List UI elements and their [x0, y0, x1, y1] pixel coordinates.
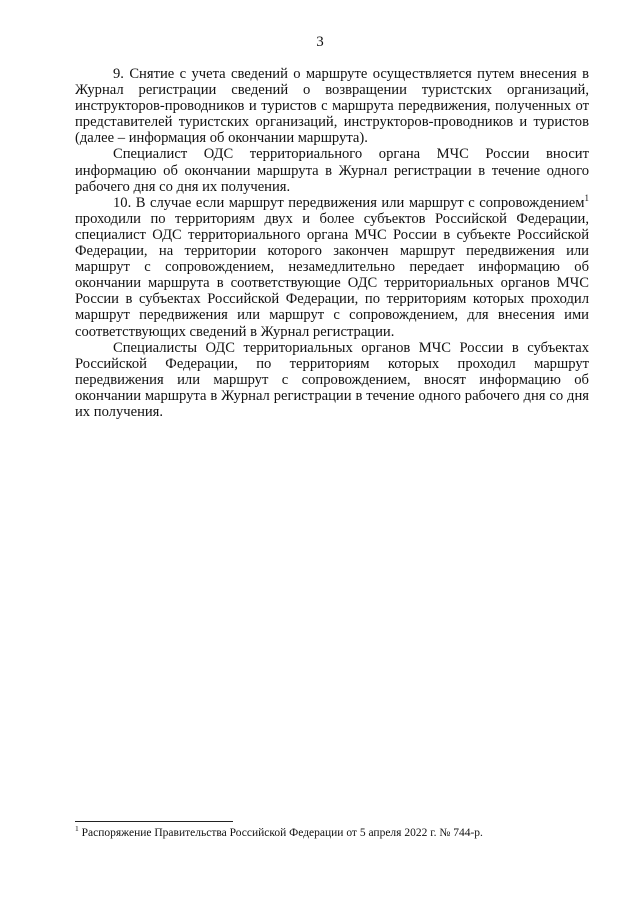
- paragraph-9-note: Специалист ОДС территориального органа МЧС России вносит информацию об окончании маршрута в Журнал регистрации в течение одного рабочего дня со дня их получения.: [75, 146, 589, 195]
- paragraph-10: [75, 192, 589, 340]
- paragraph-9: 9. Снятие с учета сведений о маршруте осуществляется путем внесения в Журнал регистрации сведений о возвращении туристских организаций, инструкторов-проводников и туристов с маршрута передвижения, полученных от представителей туристских организаций, инструкторов-проводников и туристов (далее – информация об окончании маршрута).: [75, 66, 589, 147]
- footnote-reference: 1: [584, 192, 589, 203]
- paragraph-10-text-end: проходили по территориям двух и более субъектов Российской Федерации, специалист ОДС территориального органа МЧС России в субъекте Российской Федерации, на территории которого закончен маршрут передвижения или маршрут с сопровождением, незамедлительно передает информацию об окончании маршрута в соответствующие ОДС территориальных органов МЧС России в субъектах Российской Федерации, по территориям которых проходил маршрут передвижения или маршрут с сопровождением, для внесения ими соответствующих сведений в Журнал регистрации.: [75, 210, 589, 340]
- document-body: [75, 66, 589, 420]
- footnote-mark: 1: [75, 824, 79, 834]
- paragraph-10-note: Специалисты ОДС территориальных органов МЧС России в субъектах Российской Федерации, по территориям которых проходил маршрут передвижения или маршрут с сопровождением, вносят информацию об окончании маршрута в Журнал регистрации в течение одного рабочего дня со дня их получения.: [75, 339, 589, 420]
- footnote-text: Распоряжение Правительства Российской Федерации от 5 апреля 2022 г. № 744-р.: [78, 827, 483, 839]
- paragraph-10-text-start: 10. В случае если маршрут передвижения или маршрут с сопровождением: [113, 194, 585, 211]
- footnote-divider: [75, 821, 233, 822]
- page-number: 3: [316, 34, 324, 50]
- footnote: [75, 826, 589, 840]
